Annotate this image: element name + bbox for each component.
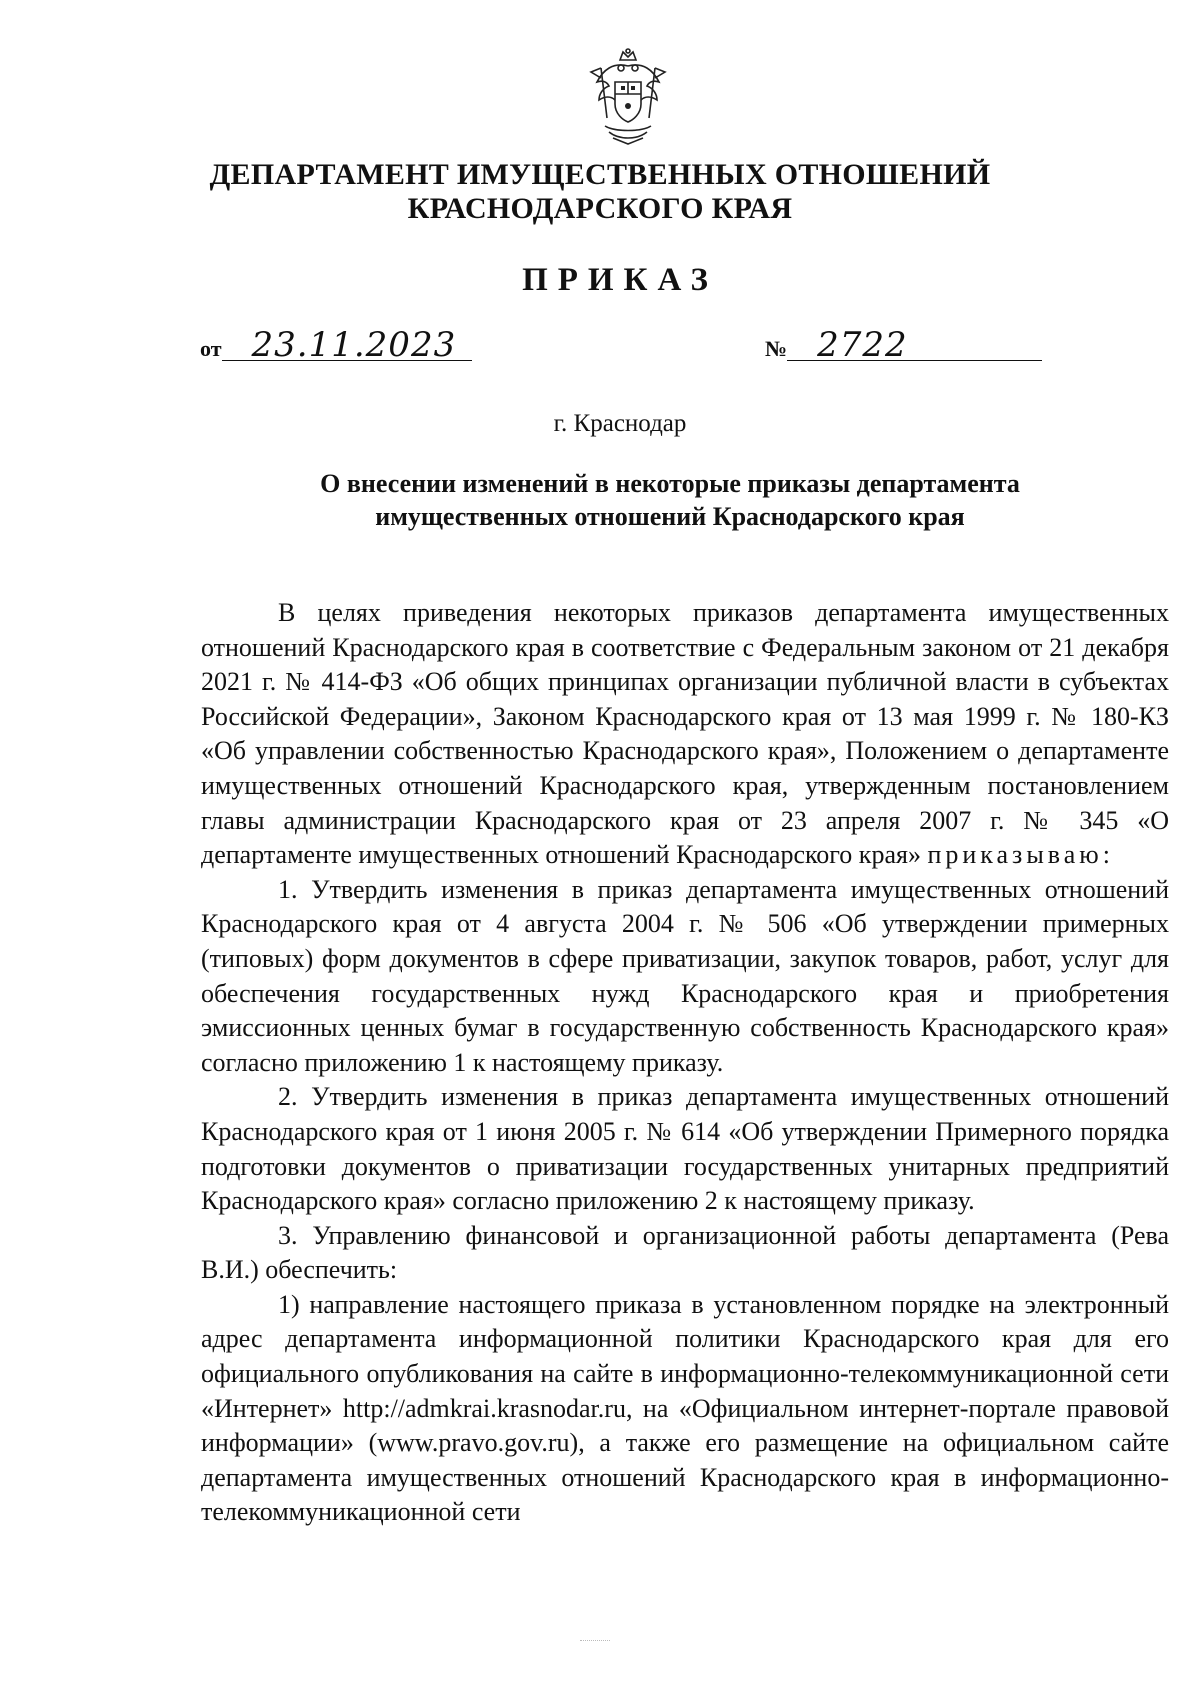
number-prefix: № bbox=[765, 336, 788, 361]
item-3: 3. Управлению финансовой и организационной работы департамента (Рева В.И.) обеспечить: bbox=[201, 1220, 1169, 1285]
subject-line2: имущественных отношений Краснодарского края bbox=[375, 502, 965, 531]
order-body bbox=[201, 596, 1169, 1530]
item-1: 1. Утвердить изменения в приказ департамента имущественных отношений Краснодарского края от 4 августа 2004 г. № 506 «Об утверждении примерных (типовых) форм документов в сфере приватизации, закупок товаров, работ, услуг для обеспечения государственных нужд Краснодарского края и приобретения эмиссионных ценных бумаг в государственную собственность Краснодарского края» согласно приложению 1 к настоящему приказу. bbox=[201, 874, 1169, 1077]
coat-of-arms-icon bbox=[583, 48, 673, 148]
subject-line1: О внесении изменений в некоторые приказы департамента bbox=[320, 469, 1020, 498]
department-name-line2: КРАСНОДАРСКОГО КРАЯ bbox=[407, 192, 793, 225]
order-title: ПРИКАЗ bbox=[522, 262, 718, 298]
preamble-paragraph bbox=[201, 596, 1169, 873]
department-name bbox=[0, 158, 1200, 226]
item-3-1: 1) направление настоящего приказа в установленном порядке на электронный адрес департамента информационной политики Краснодарского края для его официального опубликования на сайте в информационно-телекоммуникационной сети «Интернет» http://admkrai.krasnodar.ru, на «Официальном интернет-портале правовой информации» (www.pravo.gov.ru), а также его размещение на официальном сайте департамента имущественных отношений Краснодарского края в информационно-телекоммуникационной сети bbox=[201, 1289, 1169, 1527]
scan-mark bbox=[580, 1640, 610, 1642]
order-date bbox=[200, 325, 472, 365]
order-number bbox=[765, 325, 1042, 365]
preamble-command: приказываю: bbox=[927, 840, 1114, 870]
date-value: 23.11.2023 bbox=[222, 330, 472, 361]
city: г. Краснодар bbox=[553, 410, 687, 437]
date-prefix: от bbox=[200, 336, 222, 361]
department-name-line1: ДЕПАРТАМЕНТ ИМУЩЕСТВЕННЫХ ОТНОШЕНИЙ bbox=[209, 158, 991, 191]
preamble-text: В целях приведения некоторых приказов департамента имущественных отношений Краснодарского края в соответствие с Федеральным законом от 21 декабря 2021 г. № 414-ФЗ «Об общих принципах организации публичной власти в субъектах Российской Федерации», Законом Краснодарского края от 13 мая 1999 г. № 180-КЗ «Об управлении собственностью Краснодарского края», Положением о департаменте имущественных отношений Краснодарского края, утвержденным постановлением главы администрации Краснодарского края от 23 апреля 2007 г. № 345 «О департаменте имущественных отношений Краснодарского края» bbox=[201, 598, 1169, 870]
order-subject bbox=[260, 467, 1080, 533]
item-2: 2. Утвердить изменения в приказ департамента имущественных отношений Краснодарского края от 1 июня 2005 г. № 614 «Об утверждении Примерного порядка подготовки документов о приватизации государственных унитарных предприятий Краснодарского края» согласно приложению 2 к настоящему приказу. bbox=[201, 1082, 1169, 1216]
number-value: 2722 bbox=[787, 330, 1042, 361]
